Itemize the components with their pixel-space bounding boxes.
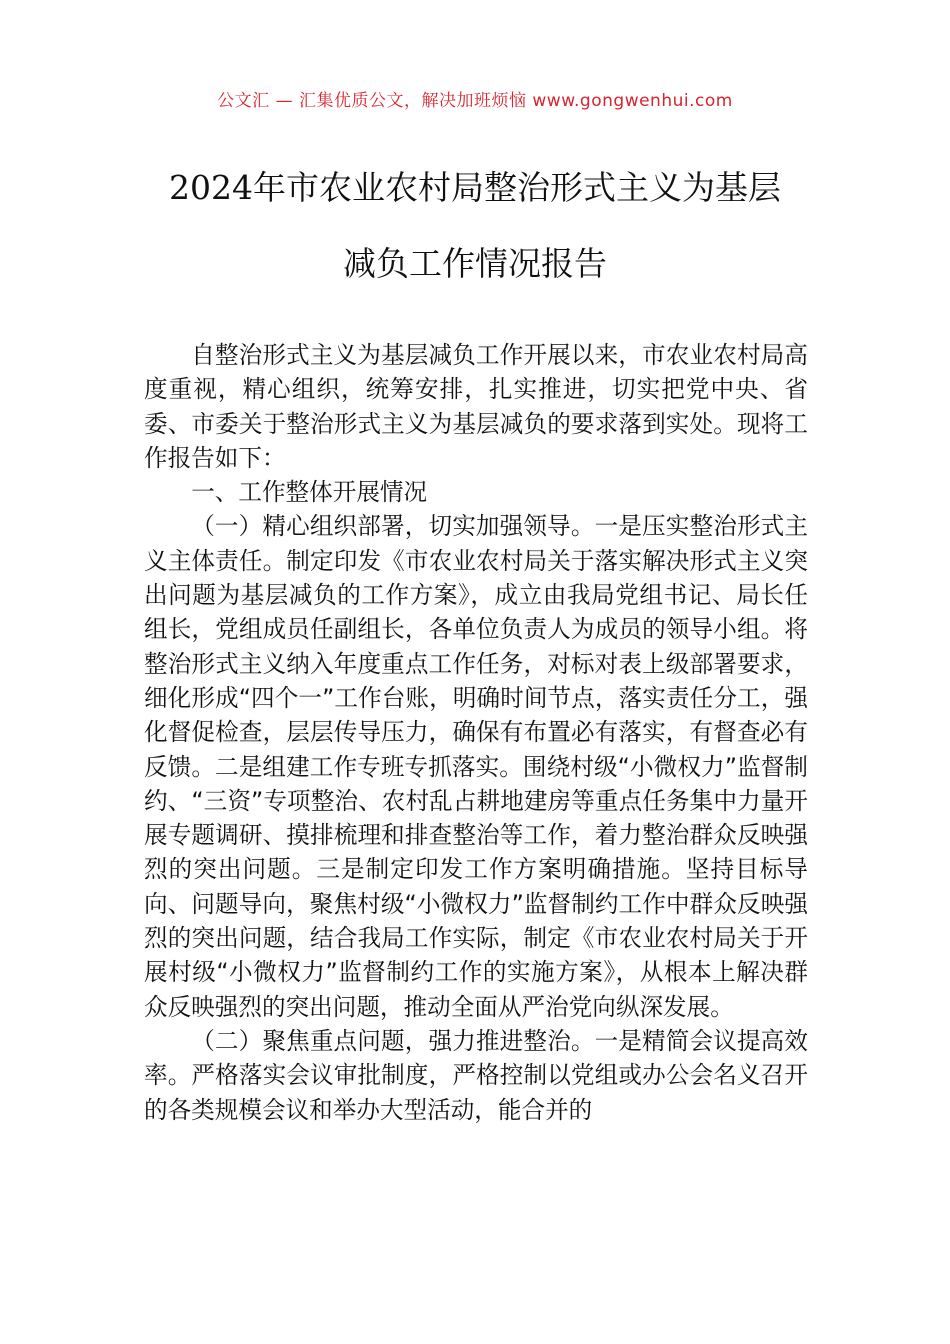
intro-paragraph: 自整治形式主义为基层减负工作开展以来，市农业农村局高度重视，精心组织，统筹安排，扎实推进，切实把党中央、省委、市委关于整治形式主义为基层减负的要求落到实处。现将工作报告如下：	[144, 341, 808, 472]
section-heading: 一、工作整体开展情况	[191, 478, 428, 507]
document-title	[100, 150, 850, 302]
header-banner[interactable]: 公文汇 — 汇集优质公文，解决加班烦恼 www.gongwenhui.com	[217, 91, 733, 111]
body-paragraph-1: （一）精心组织部署，切实加强领导。一是压实整治形式主义主体责任。制定印发《市农业农村局关于落实解决形式主义突出问题为基层减负的工作方案》，成立由我局党组书记、局长任组长，党组成员任副组长，各单位负责人为成员的领导小组。将整治形式主义纳入年度重点工作任务，对标对表上级部署要求，细化形成“四个一”工作台账，明确时间节点，落实责任分工，强化督促检查，层层传导压力，确保有布置必有落实，有督查必有反馈。二是组建工作专班专抓落实。围绕村级“小微权力”监督制约、“三资”专项整治、农村乱占耕地建房等重点任务集中力量开展专题调研、摸排梳理和排查整治等工作，着力整治群众反映强烈的突出问题。三是制定印发工作方案明确措施。坚持目标导向、问题导向，聚焦村级“小微权力”监督制约工作中群众反映强烈的突出问题，结合我局工作实际，制定《市农业农村局关于开展村级“小微权力”监督制约工作的实施方案》，从根本上解决群众反映强烈的突出问题，推动全面从严治党向纵深发展。	[144, 512, 808, 1021]
body-paragraph-2: （二）聚焦重点问题，强力推进整治。一是精简会议提高效率。严格落实会议审批制度，严格控制以党组或办公会名义召开的各类规模会议和举办大型活动，能合并的	[144, 1026, 808, 1124]
title-line-2: 减负工作情况报告	[343, 244, 607, 283]
document-body	[144, 338, 808, 1127]
title-line-1: 2024年市农业农村局整治形式主义为基层	[169, 168, 781, 207]
